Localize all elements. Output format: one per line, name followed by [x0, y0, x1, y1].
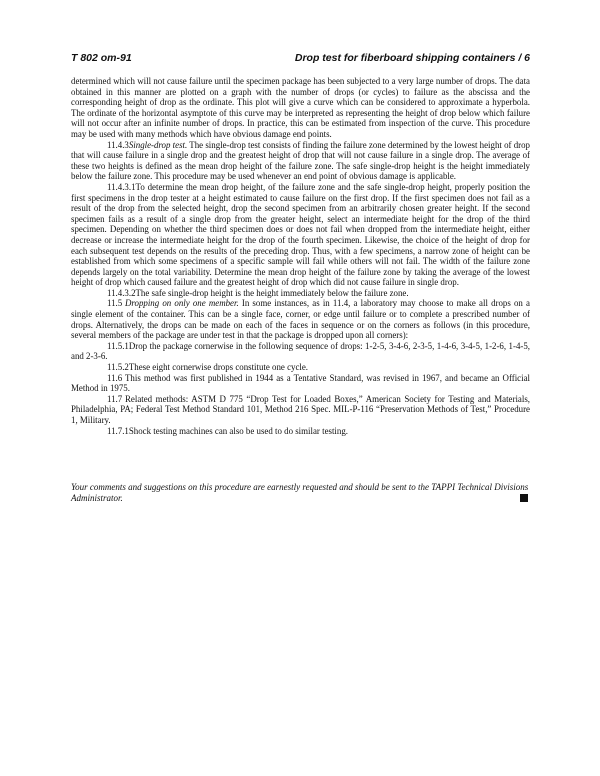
- header-title: Drop test for fiberboard shipping containers / 6: [294, 52, 530, 64]
- section-11-5: [71, 298, 530, 340]
- section-text: These eight cornerwise drops constitute one cycle.: [128, 362, 309, 373]
- document-page: [71, 52, 530, 504]
- section-11-4-3: [71, 140, 530, 182]
- section-11-7-1: [71, 426, 530, 437]
- section-text: The safe single-drop height is the height immediately below the failure zone.: [135, 287, 409, 298]
- section-text: To determine the mean drop height, of the failure zone and the safe single-drop height, properly position the first specimens in the drop tester at a height estimated to cause failure on the first drop. If the first specimen does not fail as a result of the drop from the selected height, drop the second specimen from an arbitrarily chosen greater height. If the second specimen fails as a result of a single drop from the greater height, select an intermediate height for the drop of the third specimen. Depending on whether the third specimen does or does not fail when dropped from the intermediate height, either decrease or increase the intermediate height for the drop of the fourth specimen. Likewise, the choice of the height of drop for each subsequent test depends on the results of the preceding drop. Thus, with a few specimens, a narrow zone of height can be established from which some specimens of a specific sample will fail while others will not fail. The width of the failure zone depends largely on the total variability. Determine the mean drop height of the failure zone by taking the average of the lowest height of drop which caused failure and the greatest height of drop which did not cause failure in single drop.: [71, 181, 530, 288]
- section-number: 11.6: [107, 372, 123, 383]
- section-number: 11.7.1: [107, 425, 129, 436]
- header-doc-number: T 802 om-91: [71, 52, 132, 64]
- section-text: Shock testing machines can also be used to do similar testing.: [128, 425, 348, 436]
- section-number: 11.5.2: [107, 362, 129, 373]
- section-11-7: [71, 394, 530, 426]
- section-title: Single-drop test.: [128, 139, 188, 150]
- page-header: [71, 52, 530, 64]
- section-11-5-2: [71, 362, 530, 373]
- section-text: Related methods: ASTM D 775 “Drop Test for Loaded Boxes,” American Society for Testing and Materials, Philadelphia, PA; Federal Test Method Standard 101, Method 216 Spec. MIL-P-116 “Preservation Methods of Test,” Procedure 1, Military.: [71, 393, 530, 425]
- footer-note: [71, 482, 530, 504]
- footer-text: Your comments and suggestions on this procedure are earnestly requested and should be sent to the TAPPI Technical Divisions Administrator.: [71, 482, 529, 504]
- section-number: 11.4.3.2: [107, 287, 136, 298]
- section-number: 11.5: [107, 298, 123, 309]
- section-title: Dropping on only one member.: [125, 298, 239, 309]
- section-11-4-3-2: [71, 288, 530, 299]
- section-text: The single-drop test consists of finding the failure zone determined by the lowest height of drop that will cause failure in a single drop and the greatest height of drop that will not cause failure in a single drop. The average of these two heights is defined as the mean drop height of the failure zone. The safe single-drop height is the height immediately below the failure zone. This procedure may be used whenever an end point of obvious damage is applicable.: [71, 139, 530, 182]
- section-text: In some instances, as in 11.4, a laboratory may choose to make all drops on a single element of the container. This can be a single face, corner, or edge until failure or to complete a prescribed number of drops. Alternatively, the drops can be made on each of the faces in sequence or on the corners as follows (in this procedure, several members of the package are under test in that the package is dropped upon all corners):: [71, 298, 530, 341]
- document-body: [71, 76, 530, 436]
- section-number: 11.4.3.1: [107, 181, 136, 192]
- section-11-6: [71, 373, 530, 394]
- paragraph-continuation: determined which will not cause failure until the specimen package has been subjected to a very large number of drops. The data obtained in this manner are plotted on a graph with the number of drops (or cycles) to failure as the abscissa and the corresponding height of drop as the ordinate. This plot will give a curve which can be considered to approximate a hyperbola. The ordinate of the horizontal asymptote of this curve may be interpreted as representing the height of drop below which failure will not occur after an infinite number of drops. In practice, this can be estimated from inspection of the curve. This procedure may be used with many methods which have obvious damage end points.: [71, 76, 530, 139]
- section-11-5-1: [71, 341, 530, 362]
- end-of-document-square-icon: [520, 494, 528, 502]
- section-text: This method was first published in 1944 as a Tentative Standard, was revised in 1967, and became an Official Method in 1975.: [71, 372, 530, 394]
- section-number: 11.5.1: [107, 340, 129, 351]
- section-text: Drop the package cornerwise in the following sequence of drops: 1-2-5, 3-4-6, 2-3-5, 1-4-6, 3-4-5, 1-2-6, 1-4-5, and 2-3-6.: [71, 340, 530, 362]
- section-11-4-3-1: [71, 182, 530, 288]
- section-number: 11.4.3: [107, 139, 129, 150]
- section-number: 11.7: [107, 393, 123, 404]
